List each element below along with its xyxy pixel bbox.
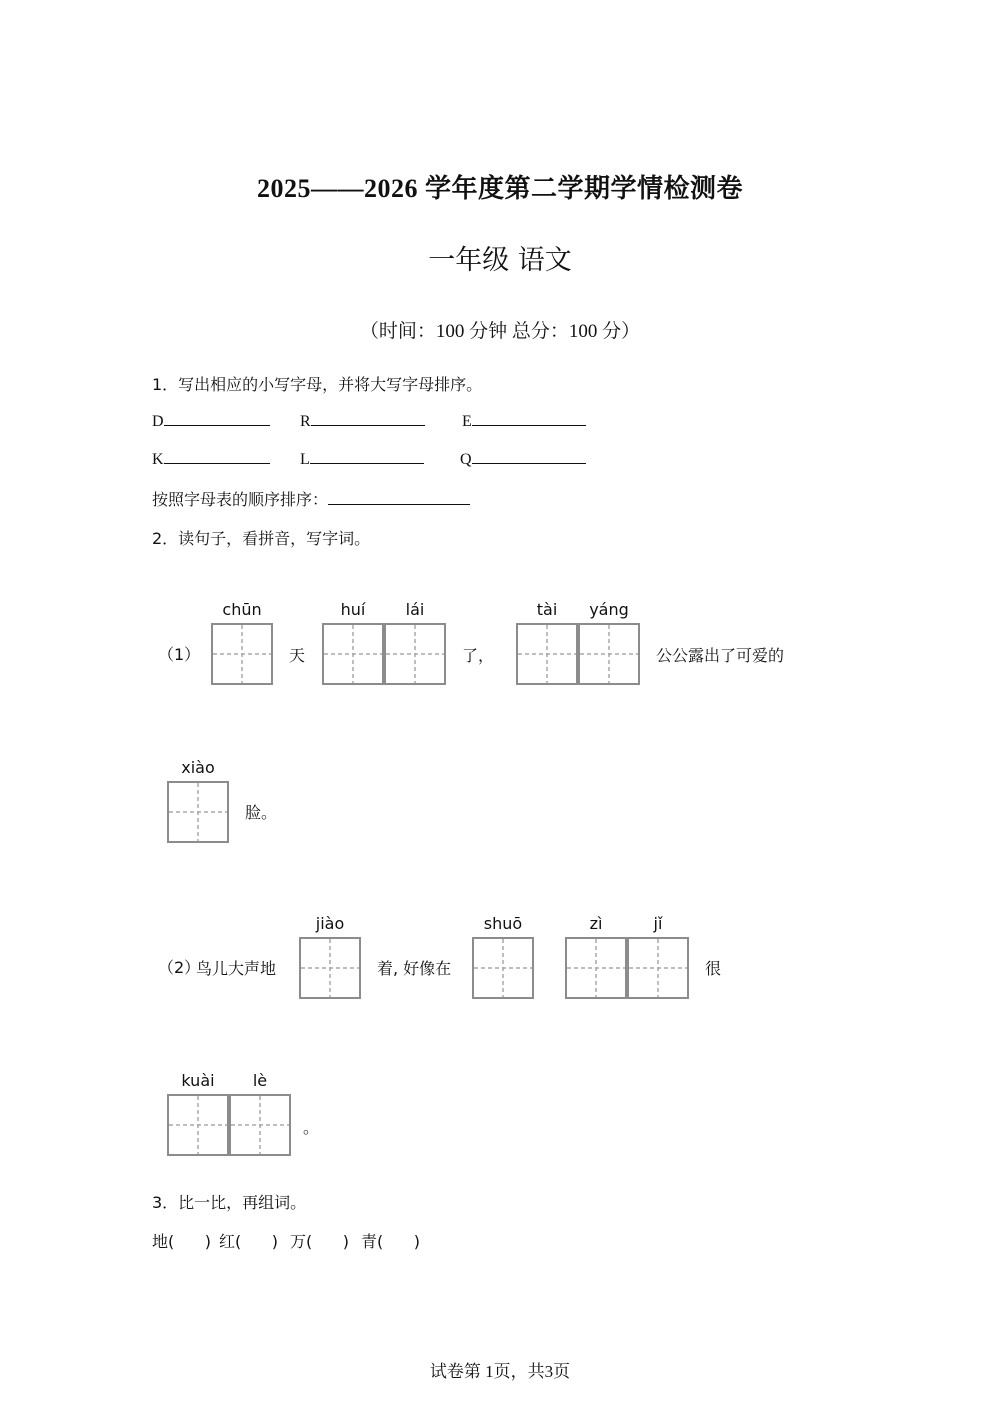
writing-grid-box[interactable] [167,1094,229,1156]
sentence-text: 公公露出了可爱的 [656,646,785,665]
grid-guide-lines [169,1096,227,1154]
pinyin-label: zì [589,914,603,933]
writing-grid-box[interactable] [565,937,627,999]
letter: R [300,413,311,430]
compare-item[interactable]: 红( ) [219,1232,279,1251]
grid-guide-lines [386,625,444,683]
q2-prompt: 2．读句子，看拼音，写字词。 [152,529,371,548]
grid-guide-lines [301,939,359,997]
grid-guide-lines [629,939,687,997]
compare-item[interactable]: 青( ) [361,1232,421,1251]
grid-guide-lines [213,625,271,683]
s1-number: （1） [158,645,201,664]
writing-grid-box[interactable] [299,937,361,999]
letter: K [152,451,164,468]
writing-grid-box[interactable] [578,623,640,685]
writing-grid-box[interactable] [229,1094,291,1156]
q1-item-q [460,449,586,469]
writing-grid-box[interactable] [322,623,384,685]
pinyin-label: xiào [181,758,215,777]
letter: D [152,413,164,430]
s2-number: （2） [158,958,201,977]
q3-items [152,1229,420,1252]
answer-blank[interactable] [311,411,425,426]
q1-item-l [300,449,424,469]
q3-prompt: 3．比一比，再组词。 [152,1193,307,1212]
letter: L [300,451,310,468]
letter: E [462,413,472,430]
q1-prompt: 1．写出相应的小写字母，并将大写字母排序。 [152,375,483,394]
pinyin-label: huí [340,600,366,619]
answer-blank[interactable] [164,411,270,426]
writing-grid-box[interactable] [472,937,534,999]
grid-guide-lines [231,1096,289,1154]
order-label: 按照字母表的顺序排序： [152,490,329,509]
sentence-text: 着, 好像在 [377,959,452,978]
grid-guide-lines [169,783,227,841]
page-footer: 试卷第 1页，共3页 [429,1362,571,1381]
answer-blank[interactable] [472,411,586,426]
sentence-text: 天 [289,646,306,665]
grade-subject: 一年级 语文 [428,245,572,276]
pinyin-label: tài [536,600,558,619]
exam-title: 2025——2026 学年度第二学期学情检测卷 [256,174,743,203]
pinyin-label: shuō [483,914,523,933]
grid-guide-lines [518,625,576,683]
pinyin-label: yáng [589,600,629,619]
grid-guide-lines [567,939,625,997]
sentence-text: 很 [705,959,722,978]
sentence-text: 鸟儿大声地 [196,959,277,978]
sentence-text: 了， [462,646,495,665]
pinyin-label: kuài [181,1071,215,1090]
pinyin-label: jǐ [653,914,663,933]
writing-grid-box[interactable] [384,623,446,685]
compare-item[interactable]: 万( ) [290,1232,350,1251]
letter: Q [460,451,472,468]
order-blank[interactable] [328,490,470,505]
q1-item-d [152,411,270,431]
q1-order-row [152,487,470,510]
grid-guide-lines [580,625,638,683]
writing-grid-box[interactable] [167,781,229,843]
pinyin-label: lái [405,600,425,619]
q1-item-r [300,411,425,431]
answer-blank[interactable] [164,449,270,464]
q1-item-k [152,449,270,469]
writing-grid-box[interactable] [211,623,273,685]
grid-guide-lines [474,939,532,997]
q1-item-e [462,411,586,431]
grid-guide-lines [324,625,382,683]
writing-grid-box[interactable] [627,937,689,999]
answer-blank[interactable] [472,449,586,464]
pinyin-label: lè [252,1071,268,1090]
writing-grid-box[interactable] [516,623,578,685]
answer-blank[interactable] [310,449,424,464]
pinyin-label: jiào [315,914,345,933]
pinyin-label: chūn [222,600,262,619]
compare-item[interactable]: 地( ) [152,1232,212,1251]
sentence-text: 。 [303,1118,320,1137]
sentence-text: 脸。 [245,803,278,822]
exam-meta: （时间：100 分钟 总分：100 分） [359,321,641,342]
